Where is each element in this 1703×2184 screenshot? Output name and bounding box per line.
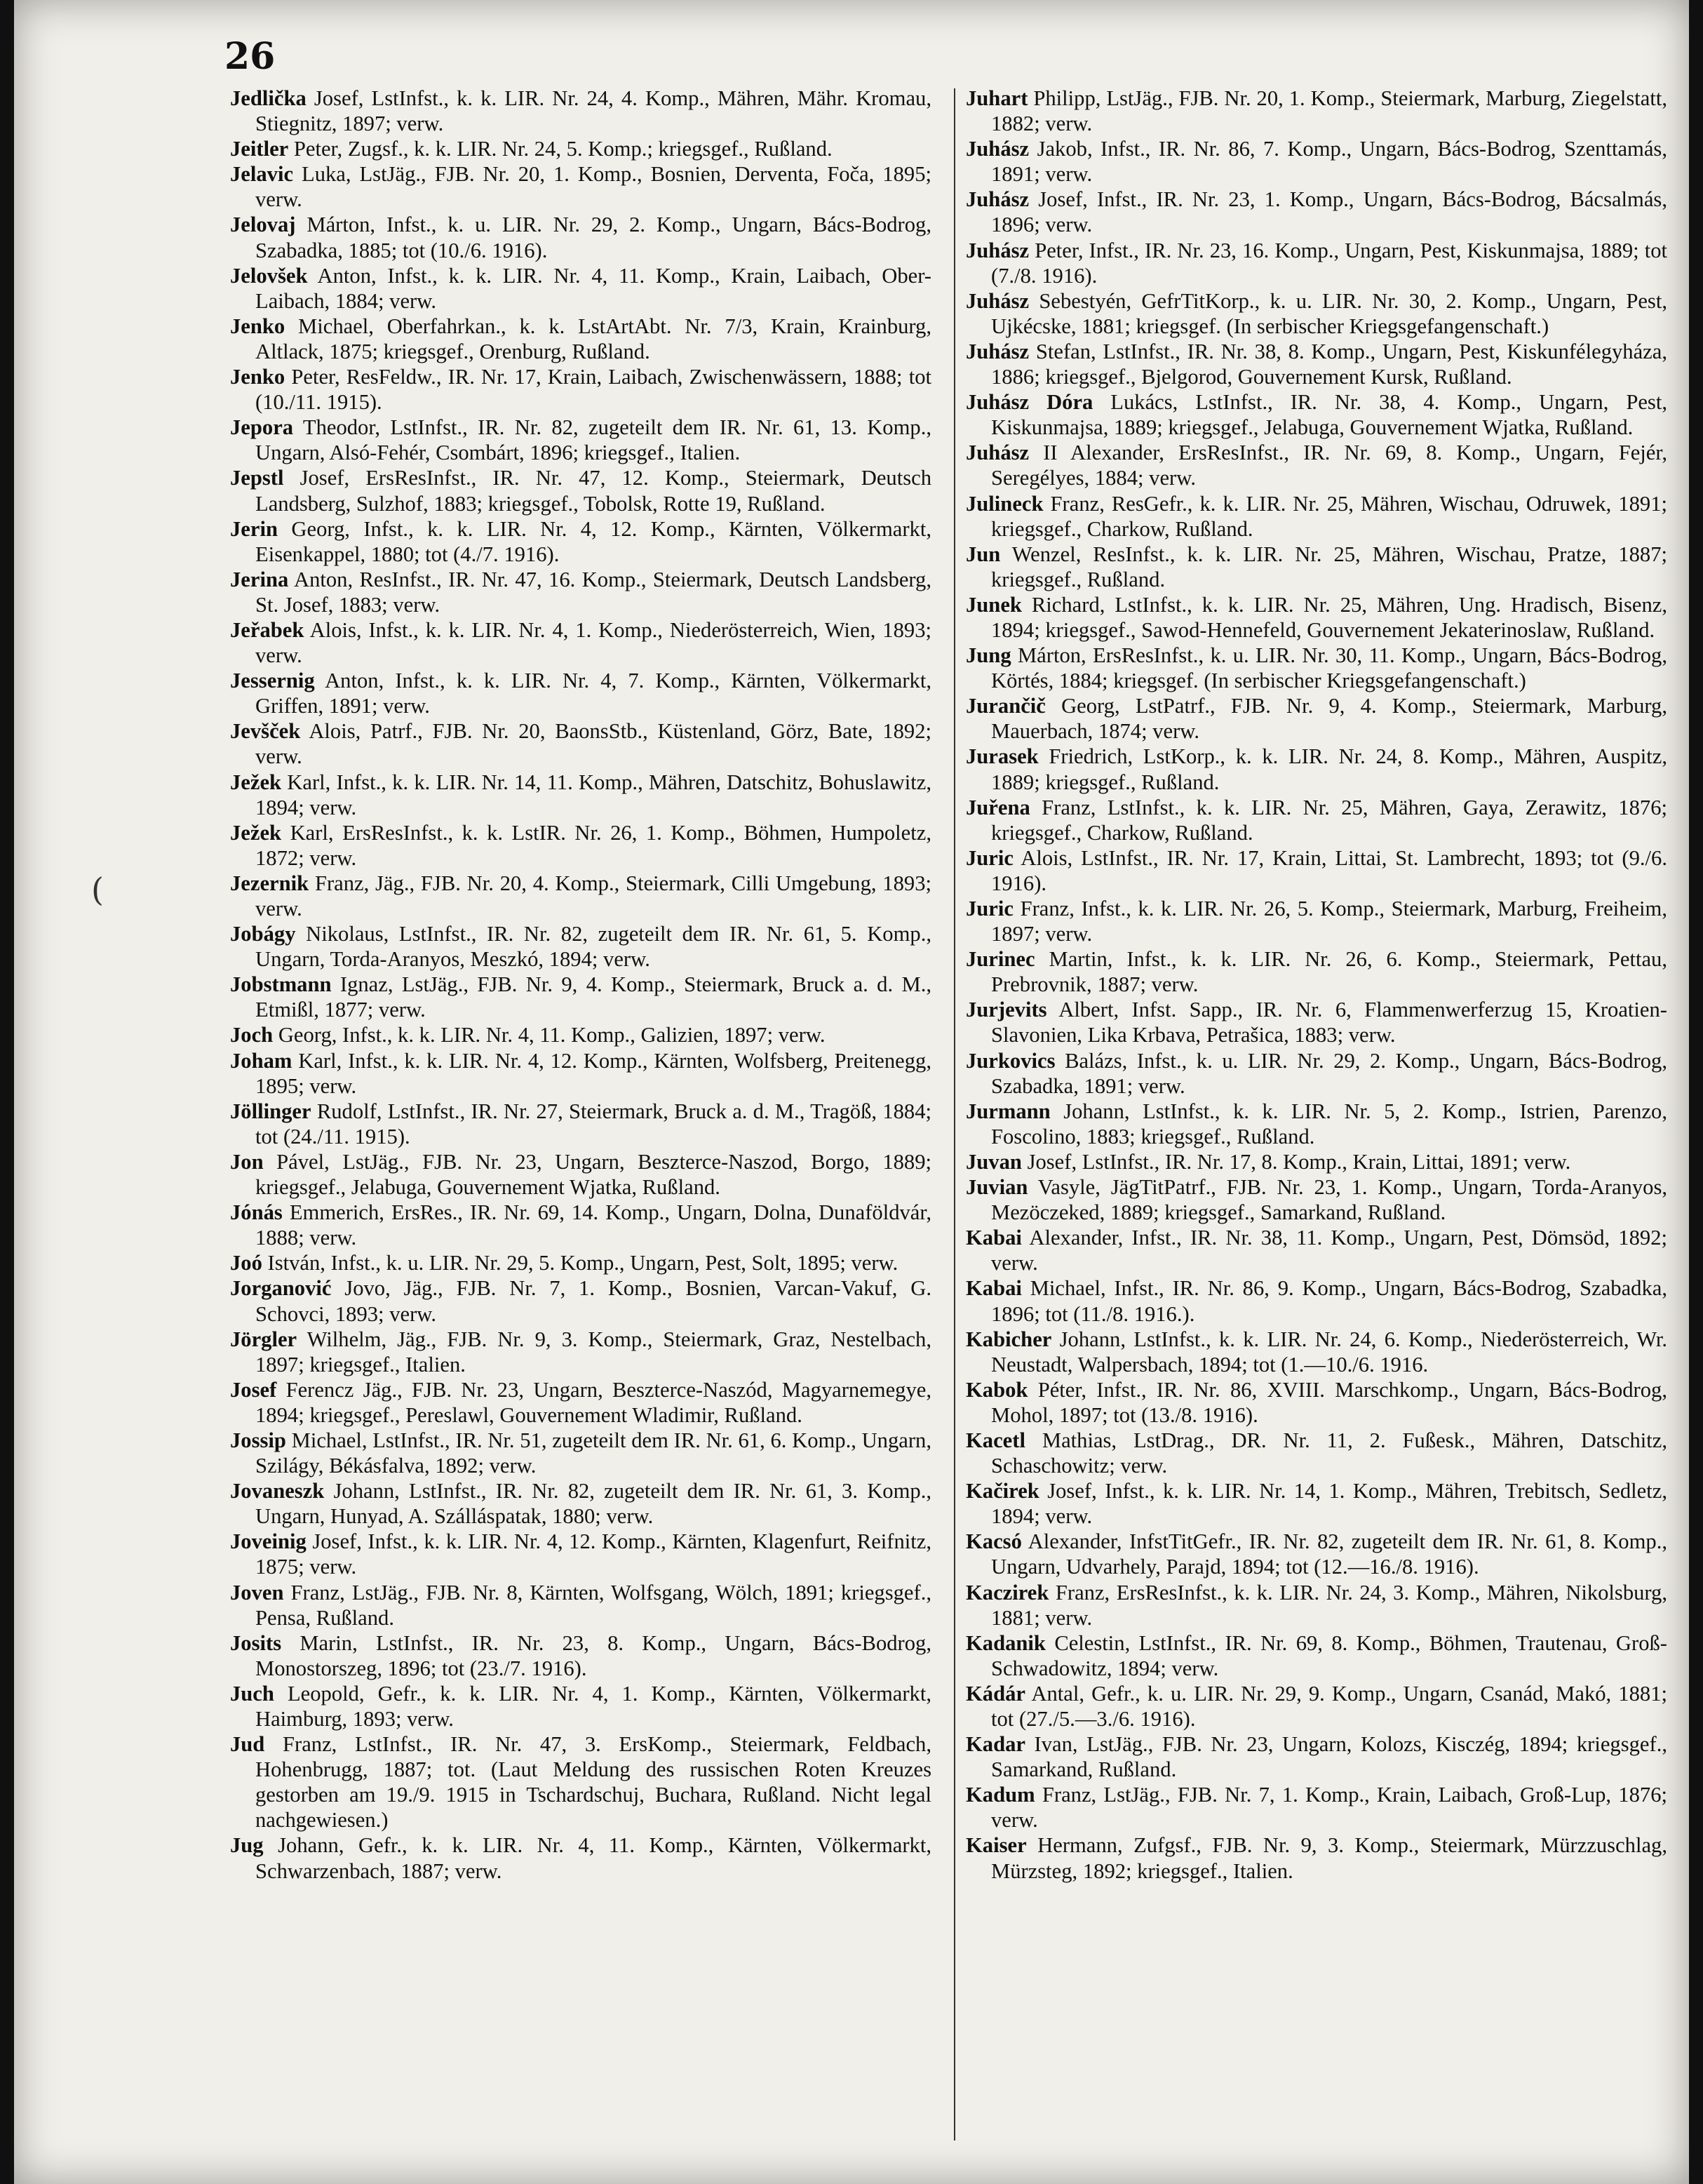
entry-surname: Juvan (966, 1149, 1022, 1174)
entry-details: Mathias, LstDrag., DR. Nr. 11, 2. Fußesk., Mähren, Datschitz, Schaschowitz; verw. (991, 1428, 1667, 1478)
entry-surname: Jenko (230, 314, 285, 338)
entry-details: Alois, Infst., k. k. LIR. Nr. 4, 1. Komp., Niederösterreich, Wien, 1893; verw. (255, 617, 931, 668)
register-entry (966, 1377, 1667, 1428)
entry-surname: Josits (230, 1630, 282, 1655)
entry-surname: Jeřabek (230, 617, 304, 642)
entry-details: Josef, Infst., k. k. LIR. Nr. 4, 12. Komp., Kärnten, Klagenfurt, Reifnitz, 1875; verw. (255, 1529, 931, 1579)
entry-surname: Juch (230, 1681, 274, 1706)
entry-details: Ferencz Jäg., FJB. Nr. 23, Ungarn, Beszterce-Naszód, Magyarnemegye, 1894; kriegsgef., Pereslawl, Gouvernement Wladimir, Rußland. (255, 1377, 931, 1427)
entry-surname: Joó (230, 1251, 262, 1275)
register-entry (966, 288, 1667, 339)
entry-details: Michael, LstInfst., IR. Nr. 51, zugeteilt dem IR. Nr. 61, 6. Komp., Ungarn, Szilágy, Békásfalva, 1892; verw. (255, 1428, 931, 1478)
entry-details: Franz, Jäg., FJB. Nr. 20, 4. Komp., Steiermark, Cilli Umgebung, 1893; verw. (255, 871, 931, 920)
register-entry (966, 795, 1667, 845)
entry-details: Luka, LstJäg., FJB. Nr. 20, 1. Komp., Bosnien, Derventa, Foča, 1895; verw. (255, 162, 931, 212)
entry-details: Karl, Infst., k. k. LIR. Nr. 14, 11. Komp., Mähren, Datschitz, Bohuslawitz, 1894; verw. (255, 770, 931, 819)
register-entry (966, 187, 1667, 237)
entry-surname: Jurkovics (966, 1048, 1056, 1073)
entry-details: Josef, ErsResInfst., IR. Nr. 47, 12. Komp., Steiermark, Deutsch Landsberg, Sulzhof, 1883; kriegsgef., Tobolsk, Rotte 19, Rußland. (255, 466, 931, 516)
register-entry (230, 212, 931, 262)
entry-surname: Jeitler (230, 137, 289, 161)
entry-surname: Kabai (966, 1226, 1022, 1250)
register-entry (966, 1048, 1667, 1099)
entry-details: Pável, LstJäg., FJB. Nr. 23, Ungarn, Beszterce-Naszod, Borgo, 1889; kriegsgef., Jelabuga, Gouvernement Wjatka, Rußland. (255, 1149, 931, 1200)
entry-details: Ivan, LstJäg., FJB. Nr. 23, Ungarn, Kolozs, Kisczég, 1894; kriegsgef., Samarkand, Rußland. (991, 1732, 1667, 1782)
entry-surname: Joch (230, 1023, 274, 1047)
entry-details: Josef, Infst., IR. Nr. 23, 1. Komp., Ungarn, Bács-Bodrog, Bácsalmás, 1896; verw. (991, 187, 1667, 237)
register-entry (230, 161, 931, 212)
entry-details: Franz, Infst., k. k. LIR. Nr. 26, 5. Komp., Steiermark, Marburg, Freiheim, 1897; verw. (991, 897, 1667, 946)
entry-surname: Juhász Dóra (966, 390, 1093, 415)
register-entry (230, 1149, 931, 1200)
register-entry (230, 668, 931, 718)
entry-details: Márton, Infst., k. u. LIR. Nr. 29, 2. Komp., Ungarn, Bács-Bodrog, Szabadka, 1885; tot (10./6. 1916). (255, 213, 931, 262)
entry-surname: Ježek (230, 820, 282, 845)
register-entry (966, 542, 1667, 592)
entry-details: Johann, LstInfst., IR. Nr. 82, zugeteilt dem IR. Nr. 61, 3. Komp., Ungarn, Hunyad, A. Szálláspatak, 1880; verw. (255, 1479, 931, 1529)
register-entry (966, 1275, 1667, 1326)
register-entry (966, 1529, 1667, 1579)
register-entry (966, 592, 1667, 643)
entry-details: Friedrich, LstKorp., k. k. LIR. Nr. 24, 8. Komp., Mähren, Auspitz, 1889; kriegsgef., Rußland. (991, 744, 1667, 794)
entry-details: Johann, Gefr., k. k. LIR. Nr. 4, 11. Komp., Kärnten, Völkermarkt, Schwarzenbach, 1887; verw. (255, 1833, 931, 1883)
entry-surname: Juřena (966, 795, 1030, 819)
scanned-page (14, 0, 1689, 2184)
entry-surname: Jessernig (230, 669, 315, 693)
entry-details: Richard, LstInfst., k. k. LIR. Nr. 25, Mähren, Ung. Hradisch, Bisenz, 1894; kriegsgef., Sawod-Hennefeld, Gouvernement Jekaterinoslaw, Rußland. (991, 592, 1667, 642)
entry-details: Sebestyén, GefrTitKorp., k. u. LIR. Nr. 30, 2. Komp., Ungarn, Pest, Ujkécske, 1881; kriegsgef. (In serbischer Kriegsgefangenschaft.) (991, 288, 1667, 338)
entry-details: Ignaz, LstJäg., FJB. Nr. 9, 4. Komp., Steiermark, Bruck a. d. M., Etmißl, 1877; verw. (255, 972, 931, 1022)
entry-surname: Jepstl (230, 466, 284, 490)
entry-details: Karl, Infst., k. k. LIR. Nr. 4, 12. Komp., Kärnten, Wolfsberg, Preitenegg, 1895; verw. (255, 1048, 931, 1098)
register-entry (966, 1681, 1667, 1731)
entry-surname: Joven (230, 1580, 284, 1604)
entry-surname: Jerina (230, 567, 289, 591)
entry-surname: Jovaneszk (230, 1479, 325, 1503)
entry-details: Johann, LstInfst., k. k. LIR. Nr. 24, 6. Komp., Niederösterreich, Wr. Neustadt, Walpersbach, 1894; tot (1.—10./6. 1916. (991, 1327, 1667, 1376)
left-column (230, 86, 931, 1884)
entry-surname: Jurančič (966, 694, 1046, 718)
entry-surname: Jon (230, 1149, 264, 1174)
entry-details: Franz, LstJäg., FJB. Nr. 8, Kärnten, Wolfsgang, Wölch, 1891; kriegsgef., Pensa, Rußland. (255, 1580, 931, 1630)
register-entry (230, 1731, 931, 1833)
entry-details: Alexander, Infst., IR. Nr. 38, 11. Komp., Ungarn, Pest, Dömsöd, 1892; verw. (991, 1226, 1667, 1275)
register-entry (230, 1275, 931, 1326)
entry-details: Franz, ResGefr., k. k. LIR. Nr. 25, Mähren, Wischau, Odruwek, 1891; kriegsgef., Charkow, Rußland. (991, 491, 1667, 541)
entry-surname: Josef (230, 1377, 277, 1402)
entry-surname: Jurinec (966, 947, 1035, 972)
register-entry (230, 921, 931, 972)
entry-details: Franz, LstJäg., FJB. Nr. 7, 1. Komp., Krain, Laibach, Groß-Lup, 1876; verw. (991, 1783, 1667, 1833)
entry-surname: Jörgler (230, 1327, 297, 1351)
register-entry (966, 440, 1667, 490)
entry-surname: Jorganović (230, 1276, 332, 1301)
register-entry (966, 1428, 1667, 1478)
entry-surname: Jónás (230, 1200, 283, 1225)
entry-details: Marin, LstInfst., IR. Nr. 23, 8. Komp., Ungarn, Bács-Bodrog, Monostorszeg, 1896; tot (23./7. 1916). (255, 1630, 931, 1680)
register-entry (230, 1377, 931, 1428)
register-entry (230, 516, 931, 567)
entry-surname: Jelovšek (230, 263, 308, 288)
entry-details: Emmerich, ErsRes., IR. Nr. 69, 14. Komp., Ungarn, Dolna, Dunaföldvár, 1888; verw. (255, 1200, 931, 1250)
entry-surname: Kabok (966, 1377, 1028, 1402)
register-entry (966, 1174, 1667, 1225)
register-entry (966, 491, 1667, 542)
entry-details: Albert, Infst. Sapp., IR. Nr. 6, Flammenwerferzug 15, Kroatien-Slavonien, Lika Krbava, Petrašica, 1883; verw. (991, 998, 1667, 1047)
entry-surname: Juhász (966, 441, 1030, 465)
entry-surname: Jepora (230, 415, 294, 440)
entry-surname: Juhász (966, 339, 1030, 363)
entry-details: Jakob, Infst., IR. Nr. 86, 7. Komp., Ungarn, Bács-Bodrog, Szenttamás, 1891; verw. (991, 137, 1667, 187)
entry-surname: Jurjevits (966, 998, 1047, 1022)
register-entry (966, 1478, 1667, 1529)
register-entry (230, 871, 931, 921)
register-entry (230, 1580, 931, 1630)
entry-details: Leopold, Gefr., k. k. LIR. Nr. 4, 1. Komp., Kärnten, Völkermarkt, Haimburg, 1893; verw. (255, 1681, 931, 1731)
entry-details: Alexander, InfstTitGefr., IR. Nr. 82, zugeteilt dem IR. Nr. 61, 8. Komp., Ungarn, Udvarhely, Parajd, 1894; tot (12.—16./8. 1916). (991, 1529, 1667, 1579)
entry-details: Georg, Infst., k. k. LIR. Nr. 4, 12. Komp., Kärnten, Völkermarkt, Eisenkappel, 1880; tot (4./7. 1916). (255, 516, 931, 566)
register-entry (966, 744, 1667, 794)
register-entry (966, 1327, 1667, 1377)
entry-details: Balázs, Infst., k. u. LIR. Nr. 29, 2. Komp., Ungarn, Bács-Bodrog, Szabadka, 1891; verw. (991, 1048, 1667, 1098)
entry-surname: Kadum (966, 1783, 1035, 1807)
register-entry (230, 770, 931, 820)
register-entry (230, 314, 931, 364)
register-entry (230, 1250, 931, 1275)
entry-surname: Kačirek (966, 1479, 1039, 1503)
entry-surname: Juhász (966, 137, 1030, 161)
entry-surname: Juhász (966, 238, 1030, 262)
entry-details: Josef, Infst., k. k. LIR. Nr. 14, 1. Komp., Mähren, Trebitsch, Sedletz, 1894; verw. (991, 1479, 1667, 1529)
entry-surname: Kabai (966, 1276, 1022, 1301)
entry-surname: Jelovaj (230, 213, 296, 237)
entry-surname: Jedlička (230, 86, 307, 110)
entry-surname: Juvian (966, 1175, 1028, 1200)
register-entry (966, 896, 1667, 946)
entry-details: Péter, Infst., IR. Nr. 86, XVIII. Marschkomp., Ungarn, Bács-Bodrog, Mohol, 1897; tot (13./8. 1916). (991, 1377, 1667, 1427)
entry-surname: Kacetl (966, 1428, 1025, 1452)
entry-details: Michael, Infst., IR. Nr. 86, 9. Komp., Ungarn, Bács-Bodrog, Szabadka, 1896; tot (11./8. 1916.). (991, 1276, 1667, 1326)
register-entry (230, 617, 931, 668)
entry-details: Martin, Infst., k. k. LIR. Nr. 26, 6. Komp., Steiermark, Pettau, Prebrovnik, 1887; verw. (991, 947, 1667, 997)
entry-details: Anton, Infst., k. k. LIR. Nr. 4, 7. Komp., Kärnten, Völkermarkt, Griffen, 1891; verw. (255, 669, 931, 718)
entry-surname: Kádár (966, 1681, 1025, 1706)
entry-details: Stefan, LstInfst., IR. Nr. 38, 8. Komp., Ungarn, Pest, Kiskunfélegyháza, 1886; kriegsgef., Bjelgorod, Gouvernement Kursk, Rußland. (991, 339, 1667, 389)
register-entry (230, 1478, 931, 1529)
entry-details: Peter, Infst., IR. Nr. 23, 16. Komp., Ungarn, Pest, Kiskunmajsa, 1889; tot (7./8. 1916). (991, 238, 1667, 288)
entry-details: Peter, Zugsf., k. k. LIR. Nr. 24, 5. Komp.; kriegsgef., Rußland. (288, 137, 833, 161)
entry-details: Wenzel, ResInfst., k. k. LIR. Nr. 25, Mähren, Wischau, Pratze, 1887; kriegsgef., Rußland. (991, 542, 1667, 591)
register-entry (230, 415, 931, 465)
entry-details: Rudolf, LstInfst., IR. Nr. 27, Steiermark, Bruck a. d. M., Tragöß, 1884; tot (24./11. 1915). (255, 1099, 931, 1148)
entry-surname: Juric (966, 897, 1014, 920)
entry-details: Wilhelm, Jäg., FJB. Nr. 9, 3. Komp., Steiermark, Graz, Nestelbach, 1897; kriegsgef., Italien. (255, 1327, 931, 1376)
entry-surname: Ježek (230, 770, 282, 794)
entry-surname: Kaczirek (966, 1580, 1049, 1604)
register-entry (230, 465, 931, 516)
entry-details: Georg, Infst., k. k. LIR. Nr. 4, 11. Komp., Galizien, 1897; verw. (273, 1023, 826, 1047)
register-entry (230, 1833, 931, 1883)
entry-surname: Kabicher (966, 1327, 1052, 1351)
register-entry (966, 845, 1667, 896)
register-entry (966, 136, 1667, 187)
register-entry (966, 86, 1667, 136)
page-number: 26 (224, 35, 276, 78)
entry-details: Nikolaus, LstInfst., IR. Nr. 82, zugeteilt dem IR. Nr. 61, 5. Komp., Ungarn, Torda-Aranyos, Meszkó, 1894; verw. (255, 922, 931, 972)
entry-surname: Junek (966, 592, 1022, 617)
register-entry (230, 1022, 931, 1047)
entry-surname: Jerin (230, 516, 278, 541)
entry-surname: Jenko (230, 365, 285, 389)
register-entry (966, 1580, 1667, 1630)
entry-surname: Jurasek (966, 744, 1039, 769)
entry-details: István, Infst., k. u. LIR. Nr. 29, 5. Komp., Ungarn, Pest, Solt, 1895; verw. (262, 1251, 898, 1275)
scan-bracket-mark: ( (91, 871, 104, 909)
entry-details: Lukács, LstInfst., IR. Nr. 38, 4. Komp., Ungarn, Pest, Kiskunmajsa, 1889; kriegsgef., Jelabuga, Gouvernement Wjatka, Rußland. (991, 390, 1667, 440)
entry-details: Philipp, LstJäg., FJB. Nr. 20, 1. Komp., Steiermark, Marburg, Ziegelstatt, 1882; verw. (991, 86, 1667, 136)
entry-surname: Jossip (230, 1428, 286, 1452)
register-entry (230, 1200, 931, 1250)
entry-surname: Juhász (966, 187, 1030, 212)
entry-details: Josef, LstInfst., k. k. LIR. Nr. 24, 4. Komp., Mähren, Mähr. Kromau, Stiegnitz, 1897; verw. (255, 86, 931, 136)
register-entry (966, 693, 1667, 744)
register-entry (230, 972, 931, 1022)
entry-details: Jovo, Jäg., FJB. Nr. 7, 1. Komp., Bosnien, Varcan-Vakuf, G. Schovci, 1893; verw. (255, 1276, 931, 1326)
register-entry (966, 389, 1667, 440)
entry-surname: Jun (966, 542, 1001, 566)
register-entry (966, 997, 1667, 1047)
entry-details: Franz, LstInfst., IR. Nr. 47, 3. ErsKomp., Steiermark, Feldbach, Hohenbrugg, 1887; tot. (Laut Meldung des russischen Roten Kreuzes gestorben am 19./9. 1915 in Tschardschuj, Buchara, Rußland. Nicht legal nachgewiesen.) (255, 1732, 931, 1833)
entry-details: Peter, ResFeldw., IR. Nr. 17, Krain, Laibach, Zwischenwässern, 1888; tot (10./11. 1915). (255, 365, 931, 415)
entry-details: Celestin, LstInfst., IR. Nr. 69, 8. Komp., Böhmen, Trautenau, Groß-Schwadowitz, 1894; verw. (991, 1630, 1667, 1680)
entry-details: Anton, ResInfst., IR. Nr. 47, 16. Komp., Steiermark, Deutsch Landsberg, St. Josef, 1883; verw. (255, 567, 931, 617)
register-entry (966, 1099, 1667, 1149)
register-entry (230, 1529, 931, 1579)
entry-details: Georg, LstPatrf., FJB. Nr. 9, 4. Komp., Steiermark, Marburg, Mauerbach, 1874; verw. (991, 694, 1667, 744)
entry-surname: Jezernik (230, 871, 309, 895)
entry-surname: Kadanik (966, 1630, 1046, 1655)
register-entry (966, 643, 1667, 693)
register-entry (230, 820, 931, 871)
entry-surname: Juric (966, 845, 1014, 870)
entry-surname: Joham (230, 1048, 292, 1073)
entry-surname: Kacsó (966, 1529, 1022, 1554)
entry-details: Alois, Patrf., FJB. Nr. 20, BaonsStb., Küstenland, Görz, Bate, 1892; verw. (255, 719, 931, 769)
register-entry (230, 1681, 931, 1731)
entry-surname: Jug (230, 1833, 264, 1858)
register-entry (230, 567, 931, 617)
entry-surname: Juhász (966, 288, 1030, 313)
entry-details: Josef, LstInfst., IR. Nr. 17, 8. Komp., Krain, Littai, 1891; verw. (1021, 1149, 1571, 1174)
entry-surname: Kadar (966, 1732, 1025, 1757)
entry-details: Franz, LstInfst., k. k. LIR. Nr. 25, Mähren, Gaya, Zerawitz, 1876; kriegsgef., Charkow, Rußland. (991, 795, 1667, 845)
entry-details: II Alexander, ErsResInfst., IR. Nr. 69, 8. Komp., Ungarn, Fejér, Seregélyes, 1884; verw. (991, 441, 1667, 490)
register-entry (966, 1782, 1667, 1833)
register-entry (230, 1099, 931, 1149)
entry-surname: Kaiser (966, 1833, 1027, 1858)
entry-details: Karl, ErsResInfst., k. k. LstIR. Nr. 26, 1. Komp., Böhmen, Humpoletz, 1872; verw. (255, 820, 931, 870)
entry-details: Márton, ErsResInfst., k. u. LIR. Nr. 30, 11. Komp., Ungarn, Bács-Bodrog, Körtés, 1884; kriegsgef. (In serbischer Kriegsgefangenschaft.) (991, 643, 1667, 693)
entry-details: Michael, Oberfahrkan., k. k. LstArtAbt. Nr. 7/3, Krain, Krainburg, Altlack, 1875; kriegsgef., Orenburg, Rußland. (255, 314, 931, 363)
register-entry (966, 1630, 1667, 1681)
register-entry (230, 86, 931, 136)
entry-surname: Jelavic (230, 162, 294, 187)
entry-details: Anton, Infst., k. k. LIR. Nr. 4, 11. Komp., Krain, Laibach, Ober-Laibach, 1884; verw. (255, 263, 931, 313)
entry-details: Franz, ErsResInfst., k. k. LIR. Nr. 24, 3. Komp., Mähren, Nikolsburg, 1881; verw. (991, 1580, 1667, 1630)
entry-surname: Julineck (966, 491, 1044, 516)
entry-surname: Juhart (966, 86, 1028, 110)
register-entry (966, 1833, 1667, 1883)
entry-details: Antal, Gefr., k. u. LIR. Nr. 29, 9. Komp., Ungarn, Csanád, Makó, 1881; tot (27./5.—3./6. 1916). (991, 1681, 1667, 1731)
entry-surname: Joveinig (230, 1529, 307, 1554)
entry-surname: Jöllinger (230, 1099, 311, 1123)
right-column (966, 86, 1667, 1884)
column-divider (954, 88, 955, 2141)
register-entry (230, 136, 931, 161)
register-entry (966, 946, 1667, 997)
entry-surname: Jobstmann (230, 972, 332, 997)
register-entry (230, 1048, 931, 1099)
register-entry (966, 238, 1667, 288)
register-entry (230, 263, 931, 314)
register-entry (230, 718, 931, 769)
entry-surname: Jud (230, 1732, 265, 1757)
register-entry (966, 339, 1667, 389)
entry-surname: Jurmann (966, 1099, 1051, 1123)
register-entry (230, 1630, 931, 1681)
entry-details: Alois, LstInfst., IR. Nr. 17, Krain, Littai, St. Lambrecht, 1893; tot (9./6. 1916). (991, 845, 1667, 895)
register-entry (966, 1225, 1667, 1275)
entry-details: Hermann, Zufgsf., FJB. Nr. 9, 3. Komp., Steiermark, Mürzzuschlag, Mürzsteg, 1892; kriegsgef., Italien. (991, 1833, 1667, 1883)
entry-details: Vasyle, JägTitPatrf., FJB. Nr. 23, 1. Komp., Ungarn, Torda-Aranyos, Mezöczeked, 1889; kriegsgef., Samarkand, Rußland. (991, 1175, 1667, 1225)
register-entry (966, 1149, 1667, 1174)
register-entry (230, 1428, 931, 1478)
entry-details: Johann, LstInfst., k. k. LIR. Nr. 5, 2. Komp., Istrien, Parenzo, Foscolino, 1883; kriegsgef., Rußland. (991, 1099, 1667, 1148)
register-entry (966, 1731, 1667, 1782)
register-entry (230, 1327, 931, 1377)
register-entry (230, 364, 931, 415)
entry-surname: Jung (966, 643, 1011, 668)
entry-details: Theodor, LstInfst., IR. Nr. 82, zugeteilt dem IR. Nr. 61, 13. Komp., Ungarn, Alsó-Fehér, Csombárt, 1896; kriegsgef., Italien. (255, 415, 931, 465)
entry-surname: Jobágy (230, 922, 296, 946)
entry-surname: Jevšček (230, 719, 301, 744)
